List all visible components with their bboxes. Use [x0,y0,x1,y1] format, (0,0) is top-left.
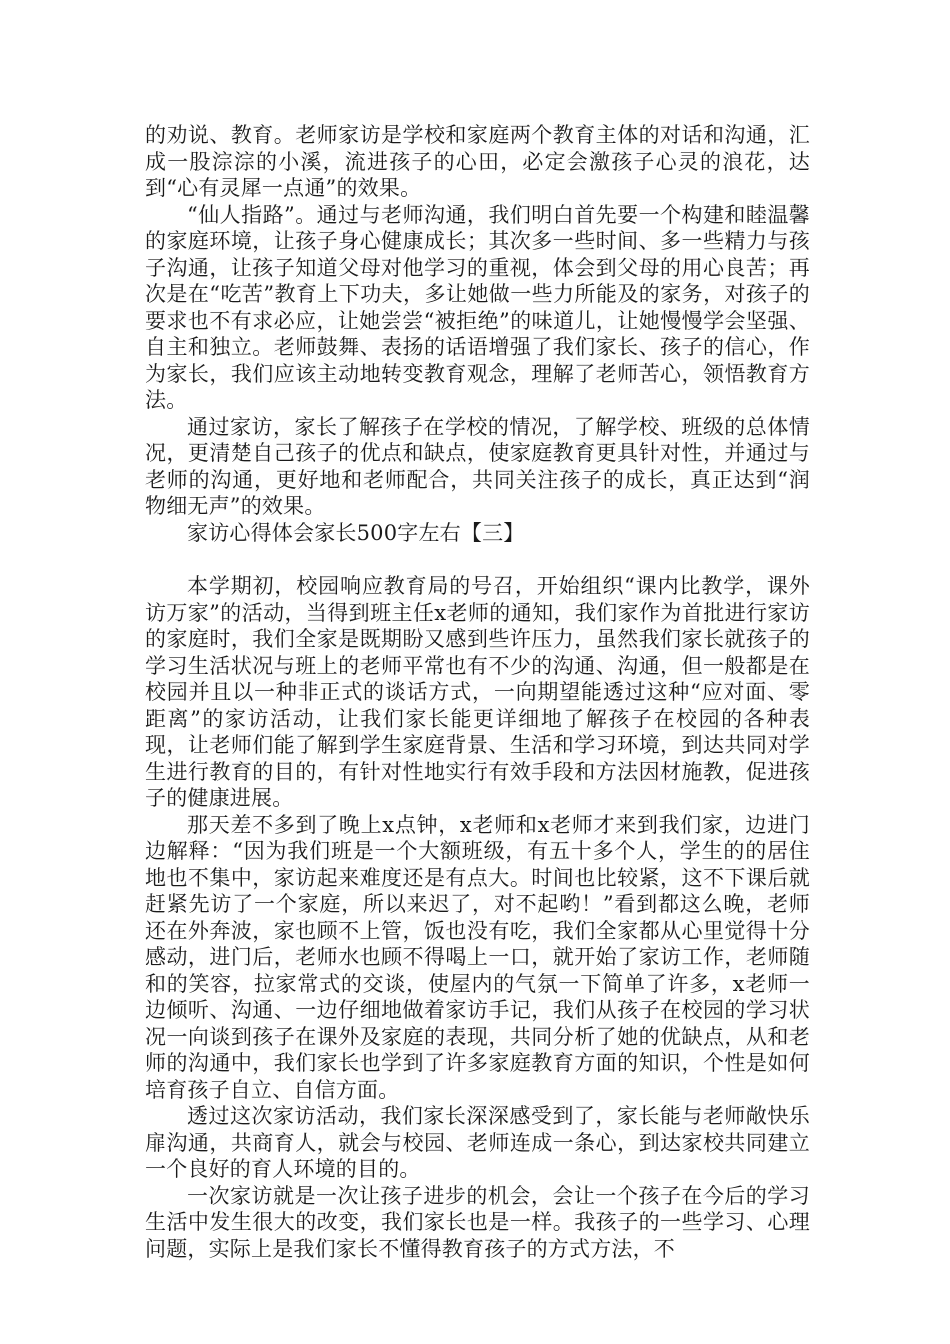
paragraph-2: “仙人指路”。通过与老师沟通，我们明白首先要一个构建和睦温馨的家庭环境，让孩子身心健康成长；其次多一些时间、多一些精力与孩子沟通，让孩子知道父母对他学习的重视，体会到父母的用心良苦；再次是在“吃苦”教育上下功夫，多让她做一些力所能及的家务，对孩子的要求也不有求必应，让她尝尝“被拒绝”的味道儿，让她慢慢学会坚强、自主和独立。老师鼓舞、表扬的话语增强了我们家长、孩子的信心，作为家长，我们应该主动地转变教育观念，理解了老师苦心，领悟教育方法。 [145,202,810,412]
document-body [145,122,810,1262]
section-heading: 家访心得体会家长500字左右【三】 [187,520,525,545]
section-paragraph-2: 那天差不多到了晚上x点钟，x老师和x老师才来到我们家，边进门边解释：“因为我们班是一个大额班级，有五十多个人，学生的的居住地也不集中，家访起来难度还是有点大。时间也比较紧，这不下课后就赶紧先访了一个家庭，所以来迟了，对不起哟！”看到都这么晚，老师还在外奔波，家也顾不上管，饭也没有吃，我们全家都从心里觉得十分感动，进门后，老师水也顾不得喝上一口，就开始了家访工作，老师随和的笑容，拉家常式的交谈，使屋内的气氛一下简单了许多，x老师一边倾听、沟通、一边仔细地做着家访手记，我们从孩子在校园的学习状况一向谈到孩子在课外及家庭的表现，共同分析了她的优缺点，从和老师的沟通中，我们家长也学到了许多家庭教育方面的知识，个性是如何培育孩子自立、自信方面。 [145,812,810,1102]
paragraph-3: 通过家访，家长了解孩子在学校的情况，了解学校、班级的总体情况，更清楚自己孩子的优点和缺点，使家庭教育更具针对性，并通过与老师的沟通，更好地和老师配合，共同关注孩子的成长，真正达到“润物细无声”的效果。 [145,414,810,518]
section-paragraph-4: 一次家访就是一次让孩子进步的机会，会让一个孩子在今后的学习生活中发生很大的改变，我们家长也是一样。我孩子的一些学习、心理问题，实际上是我们家长不懂得教育孩子的方式方法，不 [145,1183,810,1261]
section-paragraph-1: 本学期初，校园响应教育局的号召，开始组织“课内比教学，课外访万家”的活动，当得到班主任x老师的通知，我们家作为首批进行家访的家庭时，我们全家是既期盼又感到些许压力，虽然我们家长就孩子的学习生活状况与班上的老师平常也有不少的沟通、沟通，但一般都是在校园并且以一种非正式的谈话方式，一向期望能透过这种“应对面、零距离”的家访活动，让我们家长能更详细地了解孩子在校园的各种表现，让老师们能了解到学生家庭背景、生活和学习环境，到达共同对学生进行教育的目的，有针对性地实行有效手段和方法因材施教，促进孩子的健康进展。 [145,574,810,810]
section-paragraph-3: 透过这次家访活动，我们家长深深感受到了，家长能与老师敞快乐扉沟通，共商育人，就会与校园、老师连成一条心，到达家校共同建立一个良好的育人环境的目的。 [145,1104,810,1181]
paragraph-1: 的劝说、教育。老师家访是学校和家庭两个教育主体的对话和沟通，汇成一股淙淙的小溪，流进孩子的心田，必定会激孩子心灵的浪花，达到“心有灵犀一点通”的效果。 [145,123,810,200]
